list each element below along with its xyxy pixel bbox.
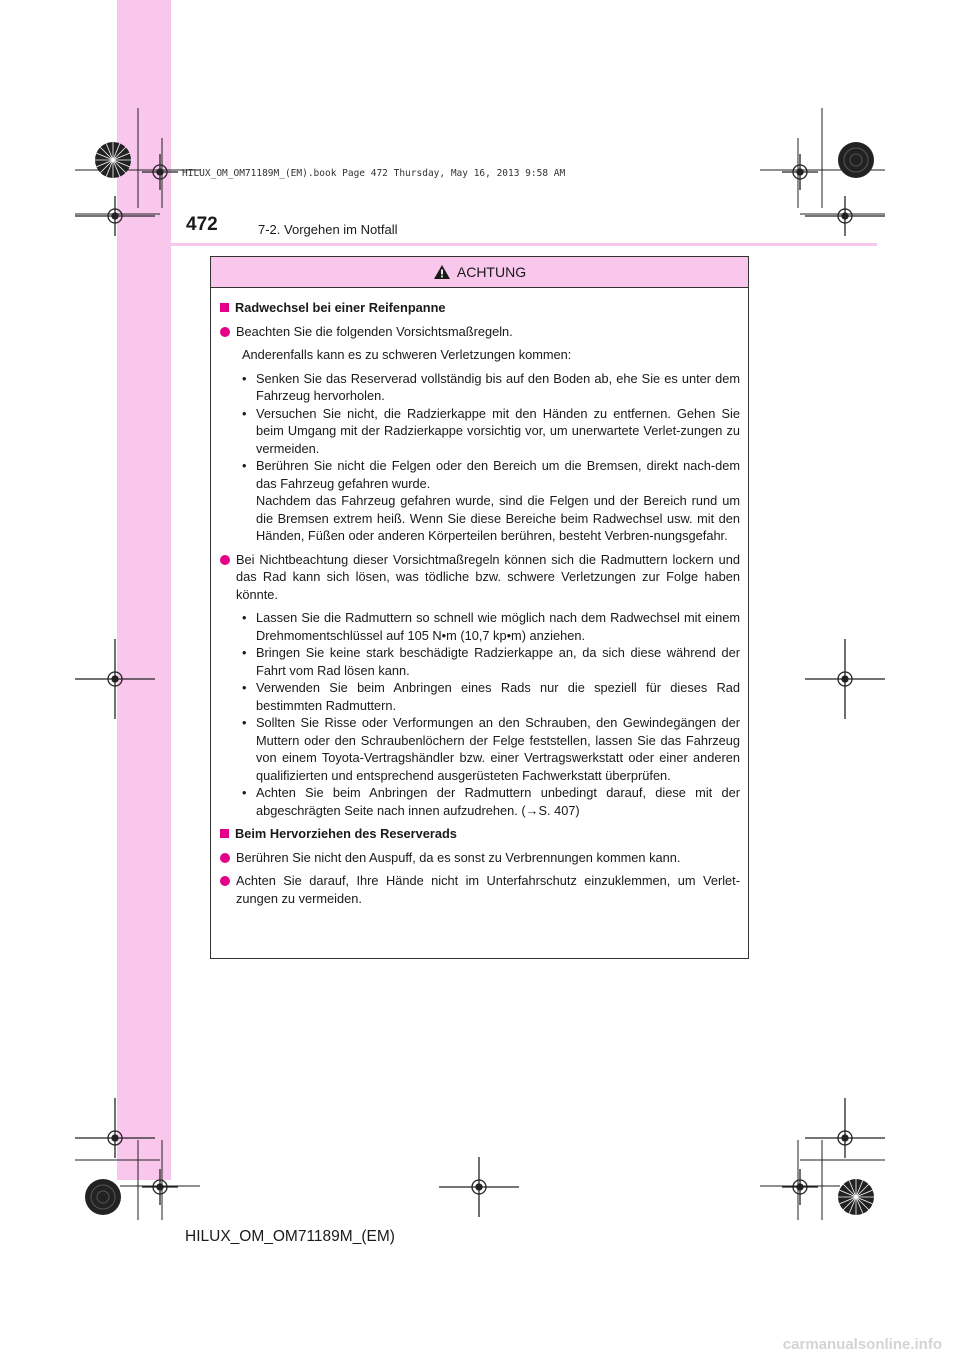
warning-box (210, 256, 749, 959)
document-code: HILUX_OM_OM71189M_(EM) (185, 1228, 395, 1245)
list-item: Achten Sie darauf, Ihre Hände nicht im Unterfahrschutz einzuklemmen, um Verlet-zungen zu vermeiden. (220, 872, 740, 907)
list-item: • Versuchen Sie nicht, die Radzierkappe mit den Händen zu entfernen. Gehen Sie beim Umgang mit der Radzierkappe vorsichtig vor, um unerwartete Verlet-zungen zu vermeiden. (242, 405, 740, 456)
list-item: • Sollten Sie Risse oder Verformungen an den Schrauben, den Gewindegängen der Muttern oder den Schraubenlöchern der Felge feststellen, lassen Sie das Fahrzeug von einem Toyota-Vertragshändler bzw. einer Vertragswerkstatt oder einer anderen qualifizierten und entsprechend ausgerüsteten Fachwerkstatt überprüfen. (242, 715, 740, 783)
section-title: 7-2. Vorgehen im Notfall (258, 222, 398, 237)
round-bullet-icon (220, 853, 230, 863)
list-item: Beachten Sie die folgenden Vorsichtsmaßregeln. (220, 323, 740, 341)
section-heading: Beim Hervorziehen des Reserverads (220, 825, 740, 843)
round-bullet-icon (220, 327, 230, 337)
book-info: HILUX_OM_OM71189M_(EM).book Page 472 Thursday, May 16, 2013 9:58 AM (182, 168, 566, 179)
sub-list (242, 370, 740, 545)
square-bullet-icon (220, 303, 229, 312)
list-item: • Bringen Sie keine stark beschädigte Radzierkappe an, da sich diese während der Fahrt vom Rad lösen kann. (242, 645, 740, 678)
list-item: • Senken Sie das Reserverad vollständig bis auf den Boden ab, ehe Sie es unter dem Fahrzeug hervorholen. (242, 370, 740, 403)
round-bullet-icon (220, 876, 230, 886)
warning-header (211, 257, 748, 288)
list-item: • Lassen Sie die Radmuttern so schnell wie möglich nach dem Radwechsel mit einem Drehmomentschlüssel auf 105 N•m (10,7 kp•m) anziehen. (242, 610, 740, 643)
section-heading: Radwechsel bei einer Reifenpanne (220, 299, 740, 317)
list-item-continuation: Nachdem das Fahrzeug gefahren wurde, sind die Felgen und der Bereich rund um die Bremsen extrem heiß. Wenn Sie diese Bereiche beim Radwechsel usw. mit den Händen, Füßen oder anderen Körperteilen berühren, besteht Verbren-nungsgefahr. (256, 493, 740, 543)
list-item: • Achten Sie beim Anbringen der Radmuttern unbedingt darauf, diese mit der abgeschrägten Seite nach innen aufzudrehen. (→S. 407) (242, 785, 740, 818)
list-item: • Berühren Sie nicht die Felgen oder den Bereich um die Bremsen, direkt nach-dem das Fahrzeug gefahren wurde. (242, 458, 740, 491)
watermark: carmanualsonline.info (782, 1336, 942, 1353)
warning-title: ACHTUNG (456, 264, 527, 280)
warning-body (211, 288, 748, 907)
paragraph: Anderenfalls kann es zu schweren Verletzungen kommen: (242, 347, 572, 362)
list-item: Berühren Sie nicht den Auspuff, da es sonst zu Verbrennungen kommen kann. (220, 849, 740, 867)
sub-list (242, 609, 740, 819)
square-bullet-icon (220, 829, 229, 838)
list-item: • Verwenden Sie beim Anbringen eines Rads nur die speziell für dieses Rad bestimmten Radmuttern. (242, 680, 740, 713)
list-item: Bei Nichtbeachtung dieser Vorsichtmaßregeln können sich die Radmuttern lockern und das Rad kann sich lösen, was tödliche bzw. schwere Verletzungen zur Folge haben könnte. (220, 551, 740, 604)
page-number: 472 (186, 214, 218, 235)
round-bullet-icon (220, 555, 230, 565)
warning-icon (433, 264, 451, 280)
